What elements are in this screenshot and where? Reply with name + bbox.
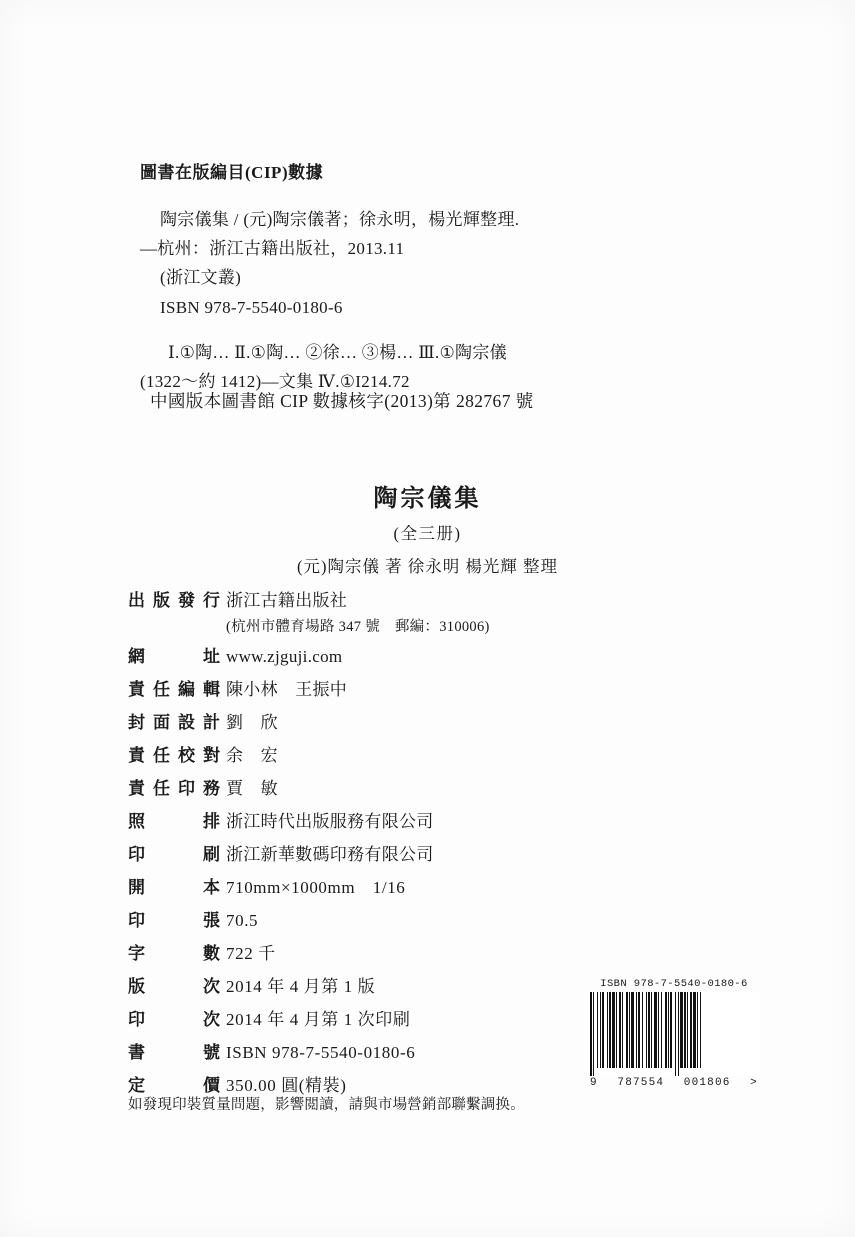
row-value: 722 千 [226, 944, 276, 963]
colophon-row-printing [128, 840, 728, 873]
row-value: 余 宏 [226, 746, 278, 765]
row-value: 劉 欣 [226, 713, 278, 732]
barcode-digit-group-2: 001806 [683, 1077, 731, 1089]
cip-line-1: 陶宗儀集 / (元)陶宗儀著；徐永明，楊光輝整理. [160, 210, 520, 229]
row-value[interactable]: www.zjguji.com [226, 647, 343, 666]
barcode-bars [588, 992, 760, 1076]
page-title: 陶宗儀集 [373, 486, 482, 512]
row-value: 陳小林 王振中 [226, 680, 348, 699]
row-value: 賈 敏 [226, 779, 278, 798]
quality-note: 如發現印裝質量問題，影響閲讀，請與市場營銷部聯繫調换。 [128, 1097, 525, 1113]
colophon-row-typesetting [128, 807, 728, 840]
barcode-digits [588, 1077, 760, 1089]
row-label: 印 張 [128, 911, 220, 930]
colophon-row-format [128, 873, 728, 906]
row-value: 浙江古籍出版社 [226, 591, 348, 610]
page-subtitle: (全三册) [393, 524, 462, 543]
row-label: 網 址 [128, 647, 220, 666]
row-value: 710mm×1000mm 1/16 [226, 878, 406, 897]
row-label: 版 次 [128, 977, 220, 996]
row-value: 浙江時代出版服務有限公司 [226, 812, 434, 831]
row-label: 照 排 [128, 812, 220, 831]
row-label: 出 版 發 行 [128, 591, 220, 610]
cip-number: 中國版本圖書館 CIP 數據核字(2013)第 282767 號 [150, 391, 534, 411]
row-value: 350.00 圓(精裝) [226, 1076, 347, 1095]
row-label: 開 本 [128, 878, 220, 897]
barcode-isbn-text: ISBN 978-7-5540-0180-6 [600, 978, 748, 990]
isbn-barcode [588, 978, 760, 1089]
publisher-address: (杭州市體育場路 347 號 郵編：310006) [226, 619, 490, 635]
row-label: 責 任 校 對 [128, 746, 220, 765]
row-label: 字 數 [128, 944, 220, 963]
colophon-row-wordcount [128, 939, 728, 972]
cip-line-2: —杭州：浙江古籍出版社，2013.11 [140, 239, 405, 259]
row-label: 封 面 設 計 [128, 713, 220, 732]
row-label: 責 任 印 務 [128, 779, 220, 798]
cip-heading: 圖書在版編目(CIP)數據 [140, 163, 324, 182]
colophon-row-cover-design [128, 708, 728, 741]
colophon-row-editor [128, 675, 728, 708]
cip-block [140, 158, 720, 396]
row-label: 定 價 [128, 1076, 220, 1095]
byline: (元)陶宗儀 著 徐永明 楊光輝 整理 [297, 557, 558, 576]
cip-spacer [140, 322, 720, 338]
cip-class-line-1: Ⅰ.①陶… Ⅱ.①陶… ②徐… ③楊… Ⅲ.①陶宗儀 [168, 342, 507, 362]
barcode-digit-right: > [750, 1077, 758, 1089]
row-value: 2014 年 4 月第 1 次印刷 [226, 1010, 411, 1029]
cip-class-line-2: (1322～約 1412)—文集 Ⅳ.①I214.72 [140, 372, 410, 392]
colophon-row-production [128, 774, 728, 807]
cip-line-4: ISBN 978-7-5540-0180-6 [160, 297, 343, 317]
barcode-digit-group-1: 787554 [617, 1077, 665, 1089]
colophon-row-sheets [128, 906, 728, 939]
row-value: 70.5 [226, 911, 259, 930]
colophon-row-proofreader [128, 741, 728, 774]
colophon-row-website [128, 642, 728, 675]
row-label: 印 刷 [128, 845, 220, 864]
row-label: 責 任 編 輯 [128, 680, 220, 699]
row-label: 書 號 [128, 1043, 220, 1062]
row-label: 印 次 [128, 1010, 220, 1029]
row-value: 2014 年 4 月第 1 版 [226, 977, 376, 996]
row-value: 浙江新華數碼印務有限公司 [226, 845, 434, 864]
barcode-digit-left: 9 [590, 1077, 598, 1089]
cip-line-3: (浙江文叢) [160, 268, 242, 288]
row-value: ISBN 978-7-5540-0180-6 [226, 1043, 416, 1062]
